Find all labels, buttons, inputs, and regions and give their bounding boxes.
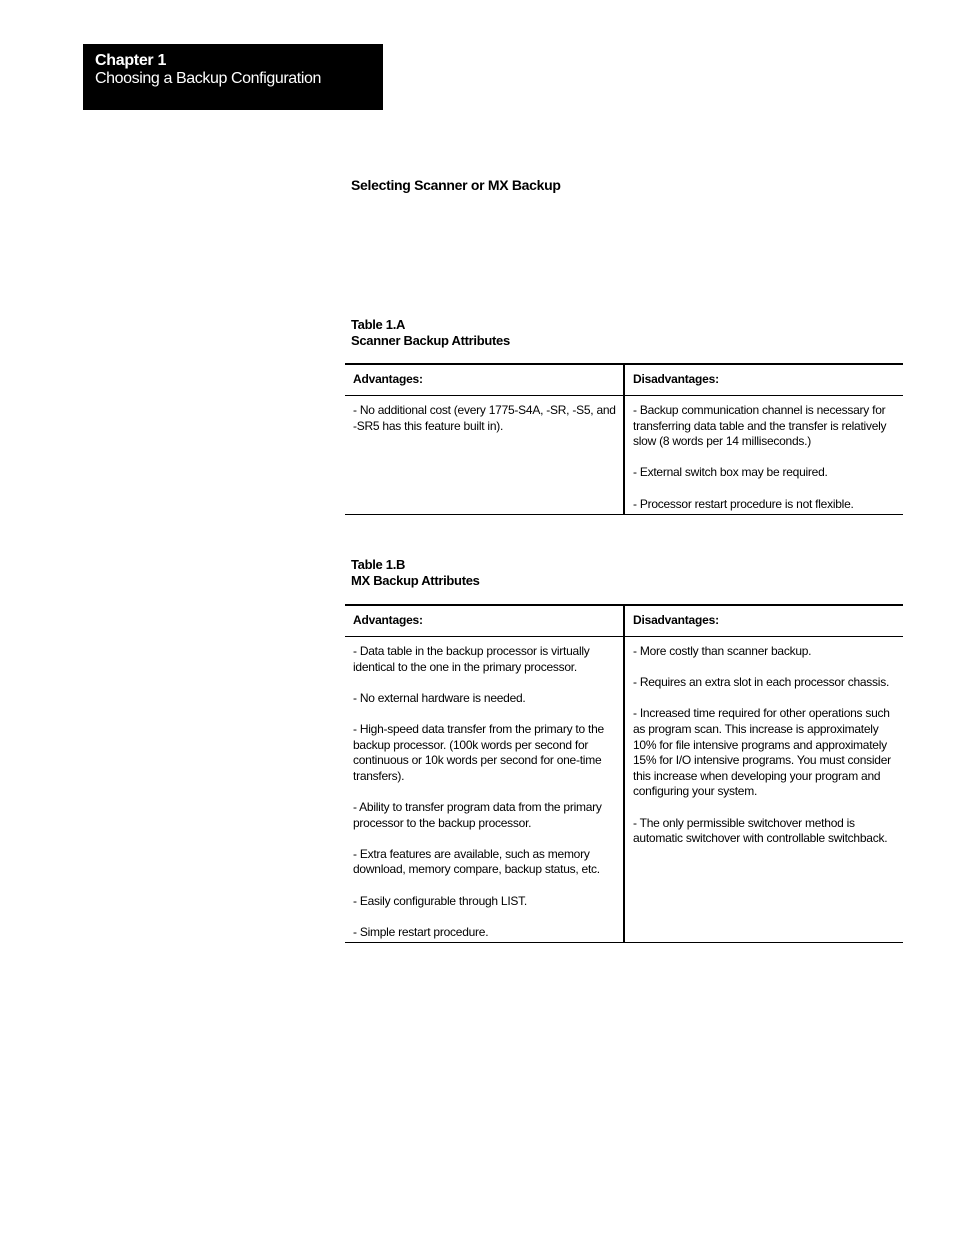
advantages-cell xyxy=(345,637,624,943)
table-b-caption-title: MX Backup Attributes xyxy=(351,573,480,588)
advantages-header: Advantages: xyxy=(345,605,624,637)
table-a-caption-title: Scanner Backup Attributes xyxy=(351,333,510,348)
table-a-caption-number: Table 1.A xyxy=(351,317,406,332)
advantages-cell xyxy=(345,396,624,515)
list-item: - No additional cost (every 1775-S4A, -SR, -S5, and -SR5 has this feature built in). xyxy=(353,403,616,433)
list-item: - Increased time required for other operations such as program scan. This increase is approximately 10% for file intensive programs and approximately 15% for I/O intensive programs. You must consider this increase when developing your program and configuring your system. xyxy=(633,706,891,799)
table-row xyxy=(345,396,903,515)
table-header-row xyxy=(345,605,903,637)
section-heading: Selecting Scanner or MX Backup xyxy=(351,177,561,193)
list-item: - High-speed data transfer from the primary to the backup processor. (100k words per second for continuous or 10k words per second for one-time transfers). xyxy=(353,721,604,783)
table-row xyxy=(345,637,903,943)
scanner-backup-table xyxy=(345,363,903,515)
chapter-title: Choosing a Backup Configuration xyxy=(95,70,321,87)
list-item: - Requires an extra slot in each processor chassis. xyxy=(633,675,890,690)
list-item: - Ability to transfer program data from the primary processor to the backup processor. xyxy=(353,799,602,830)
chapter-header xyxy=(83,44,383,110)
list-item: - Data table in the backup processor is virtually identical to the one in the primary processor. xyxy=(353,644,590,674)
list-item: - Extra features are available, such as memory download, memory compare, backup status, etc. xyxy=(353,846,600,877)
list-item: - Easily configurable through LIST. xyxy=(353,893,528,908)
list-item: - External switch box may be required. xyxy=(633,465,828,480)
list-item: - More costly than scanner backup. xyxy=(633,644,812,658)
mx-backup-table xyxy=(345,604,903,943)
disadvantages-header: Disadvantages: xyxy=(624,605,903,637)
disadvantages-cell xyxy=(624,637,903,943)
chapter-number: Chapter 1 xyxy=(95,52,167,69)
list-item: - The only permissible switchover method is automatic switchover with controllable switchback. xyxy=(633,815,888,846)
list-item: - Simple restart procedure. xyxy=(353,924,489,939)
list-item: - No external hardware is needed. xyxy=(353,690,526,705)
list-item: - Processor restart procedure is not flexible. xyxy=(633,496,854,511)
list-item: - Backup communication channel is necessary for transferring data table and the transfer is relatively slow (8 words per 14 milliseconds.) xyxy=(633,403,887,449)
disadvantages-header: Disadvantages: xyxy=(624,364,903,396)
table-b-caption-number: Table 1.B xyxy=(351,557,406,572)
advantages-header: Advantages: xyxy=(345,364,624,396)
table-header-row xyxy=(345,364,903,396)
disadvantages-cell xyxy=(624,396,903,515)
table-a-caption xyxy=(351,317,510,349)
table-b-caption xyxy=(351,557,480,589)
